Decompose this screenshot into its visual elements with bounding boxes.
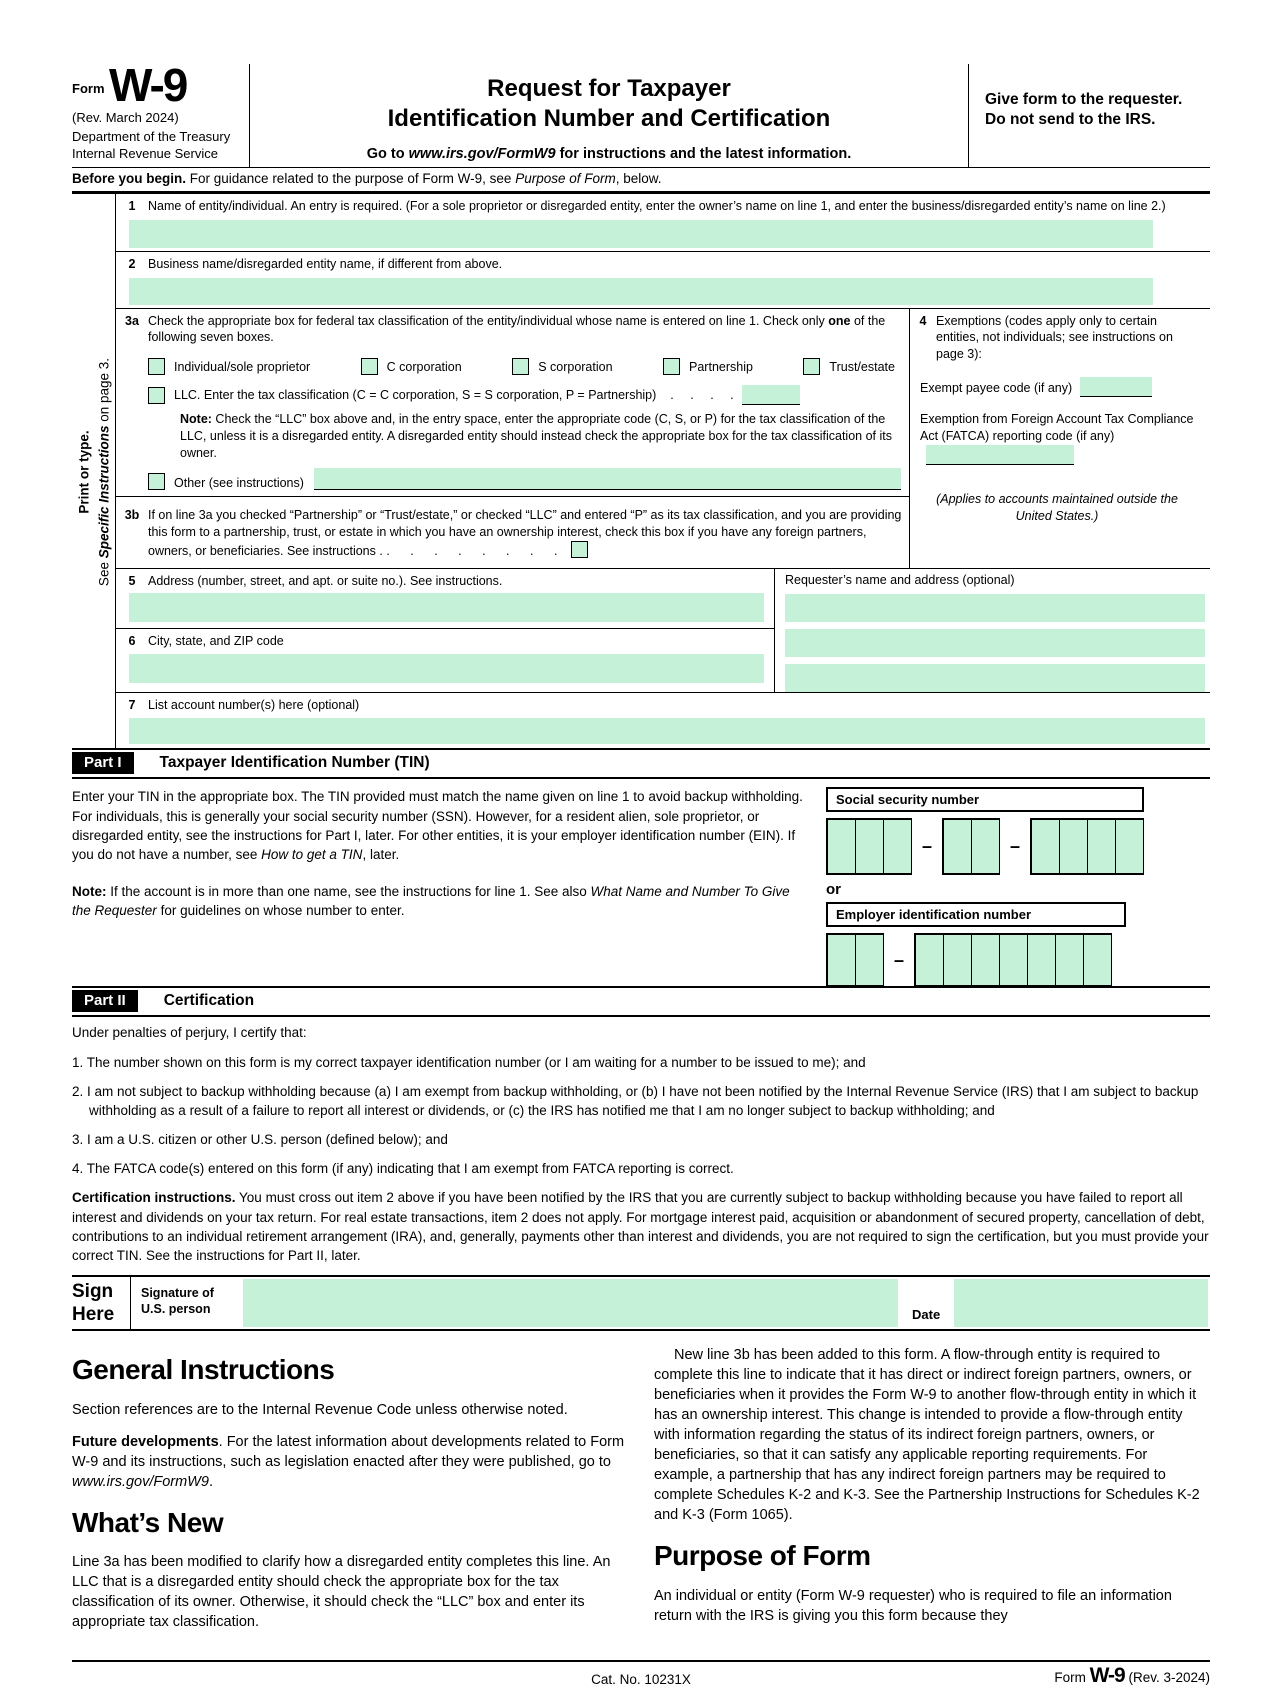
form-body: [72, 194, 1210, 750]
line6-row: [116, 629, 774, 683]
llc-classification-input[interactable]: [742, 385, 800, 405]
requester-input-1[interactable]: [785, 594, 1205, 622]
give-form-notice: Give form to the requester. Do not send to the IRS.: [968, 64, 1210, 167]
checkbox-s-corporation[interactable]: [512, 358, 529, 375]
line3b-number: 3b: [124, 507, 140, 522]
certification-instructions: Certification instructions. You must cross out item 2 above if you have been notified by the IRS that you are currently subject to backup withholding because you have failed to report all interest and dividends on your tax return. For real estate transactions, item 2 does not apply. For mortgage interest paid, acquisition or abandonment of secured property, cancellation of debt, contributions to an individual retirement arrangement (IRA), and, generally, payments other than interest and dividends, you are not required to sign the certification, but you must provide your correct TIN. See the instructions for Part II, later.: [72, 1190, 1209, 1263]
requester-input-3[interactable]: [785, 664, 1205, 692]
checkbox-individual-sole-proprietor[interactable]: [148, 358, 165, 375]
ssn-digit-box[interactable]: [827, 819, 856, 874]
checkbox-trust-estate[interactable]: [803, 358, 820, 375]
goto-instructions: Go to www.irs.gov/FormW9 for instructions and the latest information.: [366, 146, 852, 162]
line5-address-input[interactable]: [129, 593, 764, 622]
part2-badge: Part II: [72, 990, 138, 1012]
line5-label: Address (number, street, and apt. or suite no.). See instructions.: [148, 573, 503, 588]
ssn-digit-box[interactable]: [971, 819, 1000, 874]
certification-item-4: 4. The FATCA code(s) entered on this form (if any) indicating that I am exempt from FATCA reporting is correct.: [72, 1161, 734, 1177]
other-input[interactable]: [314, 468, 901, 490]
requester-label: Requester’s name and address (optional): [785, 572, 1015, 587]
llc-dot-leader: . . . .: [670, 388, 734, 403]
line3b-label: If on line 3a you checked “Partnership” or “Trust/estate,” or checked “LLC” and entered “P” as its tax classification, and you are providing this form to a partnership, trust, or estate in which you have an ownership interest, check this box if you have any foreign partners, owners, or beneficiaries. See instructions .: [148, 507, 902, 558]
specific-instructions-label: See Specific Instructions on page 3.: [95, 357, 111, 586]
line3b-section: [116, 497, 909, 568]
footer-form-number: W-9: [1089, 1664, 1125, 1688]
future-developments-paragraph: Future developments. For the latest information about developments related to Form W-9 and its instructions, such as legislation enacted after they were published, go to www.irs.gov/FormW9.: [72, 1433, 625, 1490]
page-footer: [72, 1660, 1210, 1700]
line3a-label: Check the appropriate box for federal tax classification of the entity/individual whose name is entered on line 1. Check only one of the following seven boxes.: [148, 313, 886, 345]
general-instructions-title: General Instructions: [72, 1353, 335, 1385]
whats-new-title: What’s New: [72, 1506, 224, 1538]
checkbox-c-corp-label: C corporation: [386, 359, 462, 374]
ssn-digit-box[interactable]: [1115, 819, 1144, 874]
exempt-payee-code-input[interactable]: [1080, 377, 1152, 397]
ein-digit-box[interactable]: [915, 934, 944, 986]
certification-intro: Under penalties of perjury, I certify that:: [72, 1025, 307, 1041]
ssn-label: Social security number: [826, 787, 1144, 812]
line4-label: Exemptions (codes apply only to certain entities, not individuals; see instructions on page 3):: [936, 313, 1173, 362]
form-number: W-9: [108, 59, 187, 111]
footer-form-id: Form W-9 (Rev. 3-2024): [1054, 1664, 1210, 1688]
checkbox-llc[interactable]: [148, 387, 165, 404]
ein-digit-box[interactable]: [1027, 934, 1056, 986]
ssn-digit-box[interactable]: [1059, 819, 1088, 874]
form-identity: [72, 59, 250, 167]
ein-digit-box[interactable]: [943, 934, 972, 986]
line1-number: 1: [128, 198, 136, 213]
ein-dash: –: [893, 949, 904, 970]
purpose-paragraph: An individual or entity (Form W-9 requester) who is required to file an information return with the IRS is giving you this form because they: [654, 1587, 1172, 1624]
other-label: Other (see instructions): [174, 475, 304, 490]
line3b-dot-leader: . . . . . . . .: [386, 543, 558, 558]
form-title-line1: Request for Taxpayer: [487, 75, 731, 102]
line3a-number: 3a: [125, 313, 139, 328]
checkbox-c-corporation[interactable]: [361, 358, 378, 375]
checkbox-other[interactable]: [148, 473, 165, 490]
fatca-code-input[interactable]: [926, 445, 1074, 465]
print-or-type-strip: [72, 194, 115, 750]
form-header: [72, 59, 1210, 168]
general-instructions-section: [72, 1331, 1210, 1644]
fatca-label: Exemption from Foreign Account Tax Compliance Act (FATCA) reporting code (if any): [920, 412, 1194, 444]
part1-header: [72, 748, 1210, 779]
sign-here-row: [72, 1275, 1210, 1331]
ssn-dash: –: [921, 836, 932, 857]
service-line: Internal Revenue Service: [72, 145, 218, 161]
irs-url: www.irs.gov/FormW9: [408, 146, 556, 162]
ein-digit-box[interactable]: [1083, 934, 1112, 986]
applies-note: (Applies to accounts maintained outside the United States.): [936, 491, 1178, 524]
form-word: Form: [72, 81, 105, 96]
part1-paragraph1: Enter your TIN in the appropriate box. The TIN provided must match the name given on line 1 to avoid backup withholding. For individuals, this is generally your social security number (SSN). However, for a resident alien, sole proprietor, or disregarded entity, see the instructions for Part I, later. For other entities, it is your employer identification number (EIN). If you do not have a number, see How to get a TIN, later.: [72, 789, 803, 862]
certification-item-1: 1. The number shown on this form is my correct taxpayer identification number (or I am waiting for a number to be issued to me); and: [72, 1054, 866, 1070]
checkbox-individual-label: Individual/sole proprietor: [174, 359, 311, 374]
ein-boxes: [826, 933, 1210, 987]
line5-row: [116, 569, 774, 630]
ein-digit-box[interactable]: [999, 934, 1028, 986]
ssn-dash: –: [1009, 836, 1020, 857]
requester-section: [775, 569, 1210, 692]
line2-business-name-input[interactable]: [129, 278, 1153, 305]
checkbox-partnership[interactable]: [663, 358, 680, 375]
exempt-payee-label: Exempt payee code (if any): [920, 381, 1073, 396]
new-line-3b-paragraph: New line 3b has been added to this form. A flow-through entity is required to complete this line to indicate that it has direct or indirect foreign partners, owners, or beneficiaries when it provides the Form W-9 to another flow-through entity in which it has an ownership interest. This change is intended to provide a flow-through entity with information regarding the status of its indirect foreign partners, owners, or beneficiaries, so that it can satisfy any applicable reporting requirements. For example, a partnership that has any indirect foreign partners may be required to complete Schedules K-2 and K-3. See the Partnership Instructions for Schedules K-2 and K-3 (Form 1065).: [654, 1346, 1200, 1523]
date-input[interactable]: [954, 1279, 1208, 1327]
ein-digit-box[interactable]: [827, 934, 856, 986]
ssn-digit-box[interactable]: [883, 819, 912, 874]
tin-column: [812, 787, 1210, 987]
before-you-begin: Before you begin. For guidance related to the purpose of Form W-9, see Purpose of Form, below.: [72, 168, 1210, 194]
part2-header: [72, 986, 1210, 1017]
line2-label: Business name/disregarded entity name, if different from above.: [148, 256, 503, 271]
llc-label: LLC. Enter the tax classification (C = C corporation, S = S corporation, P = Partnership): [174, 388, 657, 403]
ssn-digit-box[interactable]: [1031, 819, 1060, 874]
checkbox-partnership-label: Partnership: [689, 359, 753, 374]
line3a-section: [116, 309, 909, 497]
instructions-left-column: [72, 1345, 628, 1644]
line1-name-input[interactable]: [129, 220, 1153, 248]
ssn-digit-box[interactable]: [1087, 819, 1116, 874]
part2-body: [72, 1017, 1210, 1265]
line4-section: [910, 309, 1210, 568]
certification-item-2: 2. I am not subject to backup withholding because (a) I am exempt from backup withholding, or (b) I have not been notified by the Internal Revenue Service (IRS) that I am subject to backup withholding as a result of a failure to report all interest or dividends, or (c) the IRS has notified me that I am no longer subject to backup withholding; and: [72, 1083, 1199, 1118]
line7-label: List account number(s) here (optional): [148, 697, 360, 712]
line1-row: [116, 194, 1210, 252]
requester-input-2[interactable]: [785, 629, 1205, 657]
instructions-right-column: [654, 1345, 1210, 1644]
date-label: Date: [912, 1306, 941, 1322]
llc-note: Note: Check the “LLC” box above and, in the entry space, enter the appropriate code (C, S, or P) for the tax classification of the LLC, unless it is a disregarded entity. A disregarded entity should instead check the appropriate box for the tax classification of its owner.: [180, 412, 892, 461]
section-references-paragraph: Section references are to the Internal Revenue Code unless otherwise noted.: [72, 1401, 568, 1418]
part1-body: [72, 779, 1210, 987]
print-or-type-label: Print or type.: [75, 429, 91, 514]
line6-city-state-zip-input[interactable]: [129, 654, 764, 683]
part1-title: Taxpayer Identification Number (TIN): [159, 754, 430, 772]
line2-number: 2: [128, 256, 136, 271]
part1-note: Note: If the account is in more than one name, see the instructions for line 1. See also What Name and Number To Give the Requester for guidelines on whose number to enter.: [72, 884, 790, 919]
ein-label: Employer identification number: [826, 902, 1126, 927]
line6-label: City, state, and ZIP code: [148, 634, 284, 649]
or-label: or: [826, 881, 841, 899]
line7-number: 7: [128, 697, 136, 712]
ssn-boxes: [826, 818, 1210, 875]
ein-digit-box[interactable]: [971, 934, 1000, 986]
checkbox-trust-estate-label: Trust/estate: [829, 359, 895, 374]
part2-title: Certification: [163, 992, 255, 1010]
line7-row: [116, 693, 1210, 745]
line1-label: Name of entity/individual. An entry is required. (For a sole proprietor or disregarded entity, enter the owner’s name on line 1, and enter the business/disregarded entity’s name on line 2.): [148, 198, 1166, 213]
line5-number: 5: [128, 573, 136, 588]
line2-row: [116, 252, 1210, 309]
purpose-of-form-title: Purpose of Form: [654, 1539, 871, 1571]
catalog-number: Cat. No. 10231X: [591, 1672, 691, 1688]
signature-input[interactable]: [243, 1279, 898, 1327]
form-revision: (Rev. March 2024): [72, 110, 179, 125]
ssn-digit-box[interactable]: [943, 819, 972, 874]
sign-here-label: Sign Here: [72, 1280, 115, 1325]
certification-item-3: 3. I am a U.S. citizen or other U.S. person (defined below); and: [72, 1132, 448, 1148]
checkbox-s-corp-label: S corporation: [538, 359, 613, 374]
ssn-digit-box[interactable]: [855, 819, 884, 874]
part1-badge: Part I: [72, 752, 134, 774]
ein-digit-box[interactable]: [1055, 934, 1084, 986]
checkbox-foreign-partners[interactable]: [571, 541, 588, 558]
line6-number: 6: [128, 634, 136, 649]
form-title-line2: Identification Number and Certification: [387, 105, 831, 132]
signature-label: Signature of U.S. person: [141, 1285, 214, 1317]
line4-number: 4: [919, 313, 927, 328]
form-title-block: [250, 64, 968, 167]
department-line: Department of the Treasury: [72, 129, 231, 144]
whats-new-paragraph: Line 3a has been modified to clarify how a disregarded entity completes this line. An LLC that is a disregarded entity should check the appropriate box for the tax classification of its owner. Otherwise, it should check the “LLC” box and enter its appropriate tax classification.: [72, 1554, 611, 1631]
line7-account-numbers-input[interactable]: [129, 718, 1205, 744]
ein-digit-box[interactable]: [855, 934, 884, 986]
